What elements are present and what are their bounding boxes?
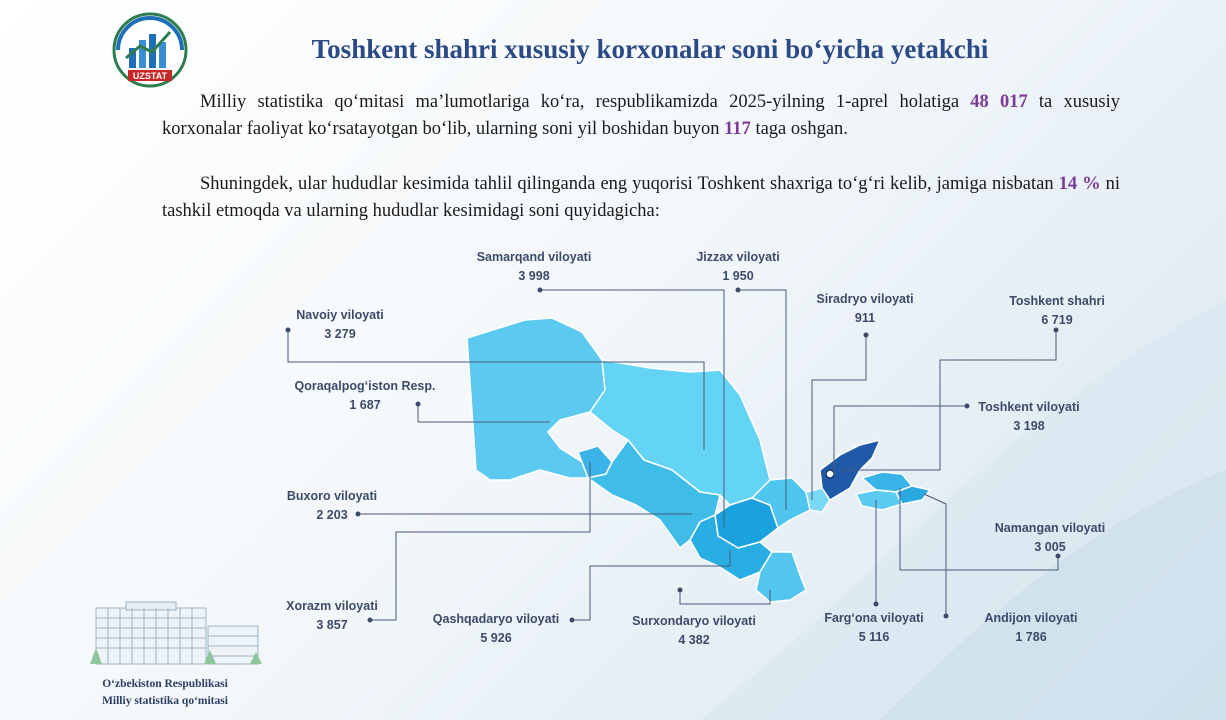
share-text-1: Shuningdek, ular hududlar kesimida tahlil qilinganda eng yuqorisi Toshkent shaxriga to‘g‘ri kelib, jamiga nisbatan — [200, 174, 1059, 194]
label-siradryo — [800, 290, 930, 328]
total-enterprises: 48 017 — [970, 92, 1028, 112]
region-value: 1 950 — [722, 269, 754, 283]
region-value: 3 998 — [518, 269, 550, 283]
label-surxondaryo — [620, 612, 768, 650]
region-name: Qashqadaryo viloyati — [432, 612, 560, 626]
intro-text-1: Milliy statistika qo‘mitasi ma’lumotlariga ko‘ra, respublikamizda 2025-yilning 1-aprel holatiga — [200, 92, 971, 112]
label-qashqadaryo — [422, 610, 570, 648]
label-toshkent-viloyati — [962, 398, 1096, 436]
footer-organization — [80, 676, 250, 710]
region-fergana — [856, 490, 902, 510]
region-value: 2 203 — [316, 508, 348, 522]
region-name: Surxondaryo viloyati — [632, 614, 756, 628]
share-text-2: ni tashkil etmoqda va ularning hududlar kesimidagi soni quyidagicha: — [162, 174, 1121, 221]
intro-text-2: ta xususiy korxonalar faoliyat ko‘rsatayotgan bo‘lib, ularning soni yil boshidan buyon — [162, 92, 1120, 139]
label-xorazm — [272, 597, 392, 635]
label-toshkent-shahri — [990, 292, 1124, 330]
label-buxoro — [274, 487, 390, 525]
region-name: Samarqand viloyati — [476, 250, 592, 264]
region-value: 5 116 — [858, 630, 890, 644]
tashkent-city-marker — [826, 470, 834, 478]
label-andijon — [968, 609, 1094, 647]
share-percent: 14 % — [1058, 174, 1101, 194]
region-name: Navoiy viloyati — [296, 308, 384, 322]
increase-count: 117 — [724, 119, 751, 139]
label-navoiy — [280, 306, 400, 344]
region-value: 4 382 — [678, 633, 710, 647]
building-illustration — [86, 598, 266, 670]
label-namangan — [980, 519, 1120, 557]
region-value: 3 005 — [1034, 540, 1066, 554]
region-value: 911 — [854, 311, 876, 325]
region-value: 1 687 — [349, 398, 381, 412]
page-title: Toshkent shahri xususiy korxonalar soni bo‘yicha yetakchi — [311, 34, 989, 64]
region-name: Siradryo viloyati — [816, 292, 914, 306]
intro-text-3: taga oshgan. — [750, 119, 848, 139]
region-value: 3 279 — [324, 327, 356, 341]
region-value: 6 719 — [1041, 313, 1073, 327]
region-name: Qoraqalpog‘iston Resp. — [294, 379, 436, 393]
region-name: Toshkent viloyati — [978, 400, 1080, 414]
region-name: Andijon viloyati — [984, 611, 1078, 625]
label-jizzax — [680, 248, 796, 286]
logo-text: UZSTAT — [132, 71, 168, 81]
region-value: 1 786 — [1015, 630, 1047, 644]
label-qoraqalpogiston — [282, 377, 448, 415]
region-name: Namangan viloyati — [994, 521, 1106, 535]
region-name: Farg‘ona viloyati — [824, 611, 924, 625]
region-value: 3 857 — [316, 618, 348, 632]
region-name: Buxoro viloyati — [286, 489, 378, 503]
leader-surxondaryo — [680, 590, 770, 604]
footer-line-1: O‘zbekiston Respublikasi — [102, 678, 228, 690]
region-name: Toshkent shahri — [1009, 294, 1105, 308]
label-samarqand — [462, 248, 606, 286]
region-value: 5 926 — [480, 631, 512, 645]
leader-xorazm — [370, 462, 590, 620]
footer-line-2: Milliy statistika qo‘mitasi — [102, 695, 228, 707]
region-value: 3 198 — [1013, 419, 1045, 433]
label-fargona — [808, 609, 940, 647]
leader-andijon — [924, 494, 946, 616]
region-name: Jizzax viloyati — [696, 250, 780, 264]
region-name: Xorazm viloyati — [286, 599, 378, 613]
